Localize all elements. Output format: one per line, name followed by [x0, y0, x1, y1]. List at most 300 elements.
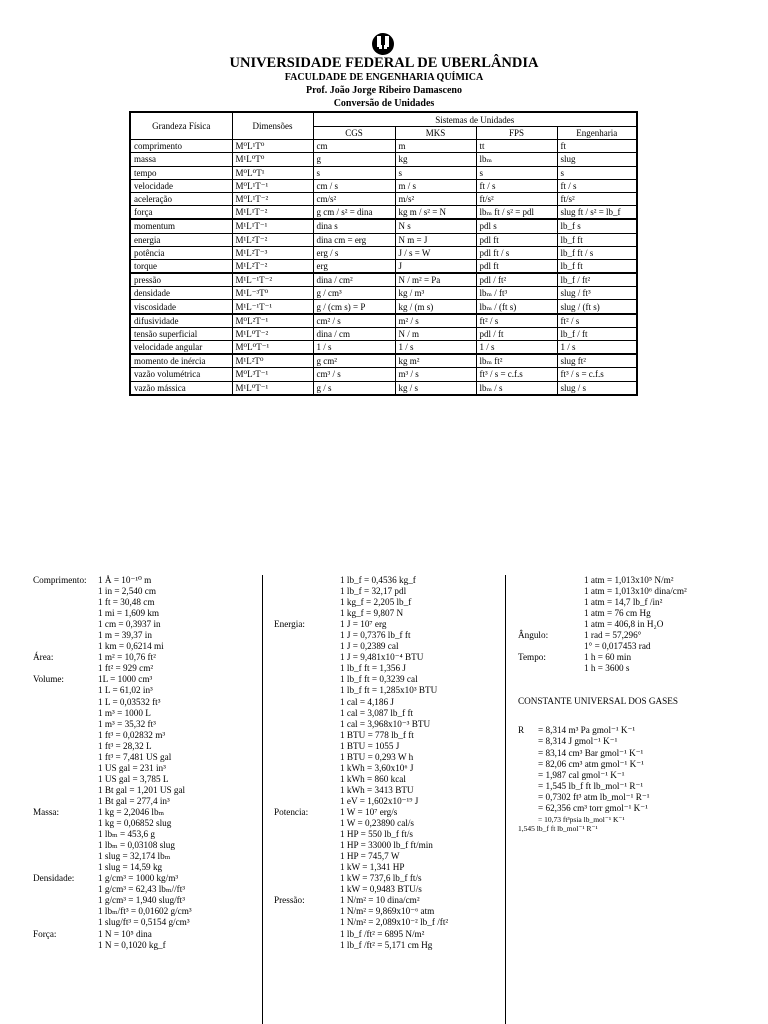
table-cell-mks: kg m / s² = N [395, 206, 476, 220]
conversion-equation: 1 m³ = 35,32 ft³ [98, 718, 156, 729]
conversion-equation: 1 kg_f = 9,807 N [340, 608, 404, 619]
conversion-equation: 1 kg = 2,2046 lbₘ [98, 806, 165, 817]
conversion-equation: 1 km = 0,6214 mi [98, 641, 164, 652]
conversion-line [274, 818, 499, 829]
table-cell-mks: m³ / s [395, 368, 476, 381]
gas-constant-value: 1,545 lb_f ft lb_mol⁻¹ R⁻¹ [518, 823, 598, 833]
conversion-equation: 1 US gal = 231 in³ [98, 762, 166, 773]
table-cell-cgs: g / cm³ [313, 287, 395, 300]
conversion-equation: 1 HP = 745,7 W [340, 851, 400, 862]
category-label: Potencia: [274, 806, 309, 817]
table-cell-mks: m / s [395, 179, 476, 192]
table-cell-mks: kg / (m s) [395, 300, 476, 314]
table-cell-eng: slug / (ft s) [557, 300, 637, 314]
table-cell-eng: lb_f / ft [557, 327, 637, 340]
table-cell-mks: N m = J [395, 233, 476, 246]
conversion-equation: 1 h = 3600 s [584, 663, 630, 674]
table-cell-fps: lbₘ / s [476, 381, 557, 395]
conversion-equation: 1 m³ = 1000 L [98, 707, 151, 718]
conversion-equation: 1 J = 0,2389 cal [340, 641, 399, 652]
conversion-equation: 1 HP = 33000 lb_f ft/min [340, 840, 433, 851]
table-cell-q: energia [130, 233, 232, 246]
conversion-equation: 1 lb_f = 0,4536 kg_f [340, 575, 416, 585]
conversion-line [518, 652, 748, 663]
table-cell-fps: lbₘ [476, 153, 557, 166]
conversion-line [518, 641, 748, 652]
conversion-line [274, 862, 499, 873]
table-cell-mks: kg / m³ [395, 287, 476, 300]
table-cell-mks: s [395, 166, 476, 179]
table-cell-d: M⁰L²T⁻¹ [232, 314, 313, 328]
table-cell-mks: m/s² [395, 192, 476, 205]
conversion-equation: 1 ft³ = 28,32 L [98, 740, 152, 751]
conversion-line [33, 619, 258, 630]
conversion-line [274, 940, 499, 951]
category-label: Volume: [33, 674, 64, 685]
conversions-column-2 [274, 575, 499, 951]
conversion-line [274, 851, 499, 862]
table-cell-q: torque [130, 259, 232, 273]
conversion-equation: 1 slug = 14,59 kg [98, 862, 163, 873]
gas-constant-value: = 10,73 ft³psia lb_mol⁻¹ K⁻¹ [538, 814, 625, 824]
table-cell-eng: lb_f ft [557, 233, 637, 246]
header-fps: FPS [476, 127, 557, 140]
header-dimensoes: Dimensões [232, 112, 313, 140]
conversion-line [33, 719, 258, 730]
conversion-equation: 1 lb_f /ft² = 5,171 cm Hg [340, 939, 433, 950]
table-cell-fps: lbₘ / ft³ [476, 287, 557, 300]
conversion-line [274, 796, 499, 807]
conversion-equation: 1 N = 0,1020 kg_f [98, 939, 166, 950]
conversion-line [274, 697, 499, 708]
table-cell-q: difusividade [130, 314, 232, 328]
table-cell-fps: ft² / s [476, 314, 557, 328]
table-cell-mks: J [395, 259, 476, 273]
conversion-equation: 1 kWh = 3,60x10⁶ J [340, 762, 414, 773]
table-cell-cgs: erg / s [313, 246, 395, 259]
table-cell-q: massa [130, 153, 232, 166]
table-cell-q: vazão volumétrica [130, 368, 232, 381]
table-cell-fps: pdl ft [476, 233, 557, 246]
category-label: Força: [33, 928, 57, 939]
table-cell-eng: slug / s [557, 381, 637, 395]
table-cell-cgs: cm / s [313, 179, 395, 192]
conversion-line [274, 917, 499, 928]
conversion-equation: 1 ft³ = 0,02832 m³ [98, 729, 166, 740]
table-cell-d: M⁰L¹T⁻¹ [232, 179, 313, 192]
table-cell-eng: ft² / s [557, 314, 637, 328]
table-cell-d: M¹L⁰T⁻² [232, 327, 313, 340]
table-row [130, 368, 637, 381]
conversion-line [518, 608, 748, 619]
conversion-equation: 1 in = 2,540 cm [98, 586, 157, 597]
conversion-line [274, 608, 499, 619]
table-cell-fps: s [476, 166, 557, 179]
table-cell-cgs: g cm / s² = dina [313, 206, 395, 220]
header-sistemas: Sistemas de Unidades [313, 112, 637, 127]
conversion-line [33, 763, 258, 774]
conversion-line [274, 674, 499, 685]
conversion-equation: 1 h = 60 min [584, 652, 632, 663]
table-cell-cgs: dina s [313, 219, 395, 233]
table-cell-d: M⁰L¹T⁰ [232, 140, 313, 153]
conversion-line [33, 807, 258, 818]
conversion-equation: 1 atm = 76 cm Hg [584, 608, 651, 619]
table-cell-q: velocidade angular [130, 341, 232, 355]
conversion-line [274, 741, 499, 752]
conversion-equation: 1 cal = 3,087 lb_f ft [340, 707, 414, 718]
column-divider [262, 575, 263, 1024]
table-cell-q: viscosidade [130, 300, 232, 314]
conversion-equation: 1 N/m² = 9,869x10⁻⁶ atm [340, 906, 435, 917]
table-row [130, 327, 637, 340]
conversion-equation: 1L = 1000 cm³ [98, 674, 153, 685]
table-cell-eng: lb_f ft [557, 259, 637, 273]
table-cell-q: densidade [130, 287, 232, 300]
conversion-line [274, 597, 499, 608]
conversion-line [274, 752, 499, 763]
table-row [130, 140, 637, 153]
table-cell-fps: pdl ft / s [476, 246, 557, 259]
conversion-equation: 1 L = 0,03532 ft³ [98, 696, 161, 707]
gas-constant-value: = 8,314 m³ Pa gmol⁻¹ K⁻¹ [538, 725, 636, 736]
conversion-equation: 1 atm = 14,7 lb_f /in² [584, 597, 663, 608]
table-cell-fps: pdl / ft² [476, 273, 557, 287]
gas-constant-line [518, 792, 748, 803]
conversion-line [274, 774, 499, 785]
table-cell-fps: pdl / ft [476, 327, 557, 340]
conversion-line [33, 708, 258, 719]
conversion-line [33, 785, 258, 796]
gas-constant-line [518, 803, 748, 814]
table-cell-eng: slug ft² [557, 354, 637, 368]
category-label: Tempo: [518, 652, 546, 663]
conversion-equation: 1 BTU = 778 lb_f ft [340, 729, 414, 740]
conversion-equation: 1 Bt gal = 277,4 in³ [98, 795, 170, 806]
category-label: Ângulo: [518, 630, 549, 641]
table-row [130, 192, 637, 205]
conversion-line [274, 873, 499, 884]
conversion-equation: 1 ft² = 929 cm² [98, 663, 154, 674]
gas-constant-value: = 62,356 cm³ torr gmol⁻¹ K⁻¹ [538, 802, 648, 813]
table-cell-mks: J / s = W [395, 246, 476, 259]
conversion-equation: 1 atm = 1,013x10⁵ N/m² [584, 575, 674, 585]
table-cell-q: tempo [130, 166, 232, 179]
table-cell-cgs: cm [313, 140, 395, 153]
category-label: Massa: [33, 806, 60, 817]
conversion-line [33, 608, 258, 619]
conversion-equation: 1 rad = 57,296° [584, 630, 642, 641]
conversion-line [33, 674, 258, 685]
conversion-equation: 1 kWh = 3413 BTU [340, 784, 414, 795]
table-cell-q: pressão [130, 273, 232, 287]
conversion-line [518, 663, 748, 674]
conversion-equation: 1 kW = 0,9483 BTU/s [340, 884, 422, 895]
gas-constant-value: = 83,14 cm³ Bar gmol⁻¹ K⁻¹ [538, 747, 644, 758]
professor-name: Prof. João Jorge Ribeiro Damasceno [306, 85, 462, 96]
conversion-line [274, 763, 499, 774]
table-cell-eng: slug / ft³ [557, 287, 637, 300]
table-cell-cgs: g / (cm s) = P [313, 300, 395, 314]
table-cell-mks: kg m² [395, 354, 476, 368]
table-cell-d: M¹L²T⁻² [232, 259, 313, 273]
table-cell-fps: ft / s [476, 179, 557, 192]
conversion-equation: 1 W = 0,23890 cal/s [340, 818, 414, 829]
table-cell-mks: kg / s [395, 381, 476, 395]
conversion-line [274, 840, 499, 851]
table-cell-cgs: g / s [313, 381, 395, 395]
conversion-line [33, 840, 258, 851]
table-cell-d: M¹L²T⁻³ [232, 246, 313, 259]
table-cell-eng: 1 / s [557, 341, 637, 355]
table-cell-q: velocidade [130, 179, 232, 192]
table-cell-cgs: erg [313, 259, 395, 273]
conversion-equation: 1 slug/ft³ = 0,5154 g/cm³ [98, 917, 190, 928]
table-cell-eng: lb_f ft / s [557, 246, 637, 259]
conversion-line [274, 619, 499, 630]
conversion-line [33, 663, 258, 674]
conversion-line [33, 796, 258, 807]
table-cell-fps: lbₘ / (ft s) [476, 300, 557, 314]
conversion-line [33, 685, 258, 696]
table-cell-d: M¹L⁰T⁻¹ [232, 381, 313, 395]
conversion-equation: 1 lbₘ/ft³ = 0,01602 g/cm³ [98, 906, 192, 917]
gas-constant-line [518, 748, 748, 759]
table-cell-mks: m² / s [395, 314, 476, 328]
conversion-line [274, 708, 499, 719]
table-row [130, 287, 637, 300]
conversions-column-3 [518, 575, 748, 832]
gas-constant-line [518, 770, 748, 781]
conversion-line [518, 575, 748, 586]
conversion-line [274, 785, 499, 796]
table-cell-q: momentum [130, 219, 232, 233]
conversion-line [33, 862, 258, 873]
category-label: Pressão: [274, 895, 305, 906]
conversion-line [33, 730, 258, 741]
conversion-equation: 1 kg = 0,06852 slug [98, 818, 172, 829]
conversion-line [274, 829, 499, 840]
conversion-line [33, 851, 258, 862]
gas-constant-line [518, 823, 748, 832]
conversion-line [274, 807, 499, 818]
conversion-line [274, 929, 499, 940]
conversion-line [274, 895, 499, 906]
table-row [130, 341, 637, 355]
conversion-line [274, 884, 499, 895]
table-cell-fps: ft³ / s = c.f.s [476, 368, 557, 381]
table-cell-d: M⁰L³T⁻¹ [232, 368, 313, 381]
document-subject: Conversão de Unidades [333, 98, 435, 109]
table-cell-d: M⁰L⁰T¹ [232, 166, 313, 179]
conversion-line [274, 641, 499, 652]
table-cell-fps: lbₘ ft / s² = pdl [476, 206, 557, 220]
table-cell-d: M¹L⁻¹T⁻¹ [232, 300, 313, 314]
conversion-equation: 1 lbₘ = 453,6 g [98, 829, 156, 840]
table-row [130, 166, 637, 179]
conversion-equation: 1 lb_f ft = 1,285x10³ BTU [340, 685, 438, 696]
conversion-equation: 1 slug = 32,174 lbₘ [98, 851, 171, 862]
table-cell-d: M¹L⁻³T⁰ [232, 287, 313, 300]
conversion-equation: 1 lb_f = 32,17 pdl [340, 586, 407, 597]
conversion-line [33, 917, 258, 928]
table-cell-mks: N s [395, 219, 476, 233]
conversion-equation: 1 N = 10⁵ dina [98, 928, 152, 939]
table-cell-fps: pdl ft [476, 259, 557, 273]
table-cell-cgs: dina cm = erg [313, 233, 395, 246]
conversion-line [274, 719, 499, 730]
table-cell-eng: slug ft / s² = lb_f [557, 206, 637, 220]
conversion-equation: 1 kW = 737,6 lb_f ft/s [340, 873, 422, 884]
table-row [130, 314, 637, 328]
conversion-equation: 1 US gal = 3,785 L [98, 773, 169, 784]
gas-constant-value: = 82,06 cm³ atm gmol⁻¹ K⁻¹ [538, 758, 644, 769]
conversion-line [33, 741, 258, 752]
conversion-equation: 1 HP = 550 lb_f ft/s [340, 829, 413, 840]
conversion-equation: 1 lb_f ft = 1,356 J [340, 663, 406, 674]
table-row [130, 273, 637, 287]
header-mks: MKS [395, 127, 476, 140]
table-cell-cgs: 1 / s [313, 341, 395, 355]
table-row [130, 179, 637, 192]
table-cell-q: tensão superficial [130, 327, 232, 340]
conversion-line [274, 630, 499, 641]
conversion-equation: 1 g/cm³ = 62,43 lbₘ//ft³ [98, 884, 186, 895]
gas-constant-line [518, 725, 748, 736]
table-cell-fps: 1 / s [476, 341, 557, 355]
conversion-equation: 1 L = 61,02 in³ [98, 685, 153, 696]
conversion-line [33, 818, 258, 829]
gas-constant-line [518, 759, 748, 770]
conversion-line [33, 940, 258, 951]
gas-constant-title: CONSTANTE UNIVERSAL DOS GASES [518, 696, 678, 707]
table-row [130, 381, 637, 395]
table-cell-fps: ft/s² [476, 192, 557, 205]
header-cgs: CGS [313, 127, 395, 140]
conversion-line [33, 929, 258, 940]
table-cell-cgs: dina / cm² [313, 273, 395, 287]
conversion-line [274, 685, 499, 696]
table-row [130, 206, 637, 220]
conversion-equation: 1 BTU = 0,293 W h [340, 751, 414, 762]
header-grandeza: Grandeza Física [130, 112, 232, 140]
conversion-line [274, 906, 499, 917]
table-cell-fps: pdl s [476, 219, 557, 233]
table-cell-cgs: s [313, 166, 395, 179]
conversion-line [518, 586, 748, 597]
conversion-equation: 1 lb_f /ft² = 6895 N/m² [340, 928, 425, 939]
conversions-column-1 [33, 575, 258, 951]
university-title: UNIVERSIDADE FEDERAL DE UBERLÂNDIA [229, 55, 539, 71]
table-cell-mks: m [395, 140, 476, 153]
table-cell-q: potência [130, 246, 232, 259]
table-cell-d: M¹L⁻¹T⁻² [232, 273, 313, 287]
gas-constant-line [518, 814, 748, 823]
conversion-equation: 1 J = 9,481x10⁻⁴ BTU [340, 652, 424, 663]
conversion-equation: 1 N/m² = 2,089x10⁻² lb_f /ft² [340, 917, 449, 928]
table-cell-mks: N / m [395, 327, 476, 340]
conversion-equation: 1 Å = 10⁻¹⁰ m [98, 575, 152, 585]
table-cell-d: M⁰L⁰T⁻¹ [232, 341, 313, 355]
table-row [130, 259, 637, 273]
conversion-line [33, 752, 258, 763]
table-cell-d: M¹L¹T⁻¹ [232, 219, 313, 233]
conversion-line [33, 586, 258, 597]
university-logo-icon [370, 32, 396, 56]
conversion-equation: 1 atm = 406,8 in H₂O [584, 619, 664, 630]
conversion-line [33, 895, 258, 906]
header-engenharia: Engenharia [557, 127, 637, 140]
table-cell-cgs: cm³ / s [313, 368, 395, 381]
conversion-line [33, 630, 258, 641]
faculty-title: FACULDADE DE ENGENHARIA QUÍMICA [284, 72, 484, 83]
conversion-equation: 1 lb_f ft = 0,3239 cal [340, 674, 418, 685]
conversion-line [518, 630, 748, 641]
table-cell-cgs: cm/s² [313, 192, 395, 205]
table-cell-d: M¹L¹T⁻² [232, 206, 313, 220]
conversion-line [33, 597, 258, 608]
table-cell-eng: ft³ / s = c.f.s [557, 368, 637, 381]
gas-constant-value: = 1,987 cal gmol⁻¹ K⁻¹ [538, 769, 625, 780]
conversion-equation: 1 g/cm³ = 1,940 slug/ft³ [98, 895, 185, 906]
table-cell-d: M⁰L¹T⁻² [232, 192, 313, 205]
conversion-equation: 1 m = 39,37 in [98, 630, 152, 641]
table-cell-eng: ft/s² [557, 192, 637, 205]
table-cell-mks: 1 / s [395, 341, 476, 355]
column-divider [505, 575, 506, 1024]
table-cell-fps: lbₘ ft² [476, 354, 557, 368]
table-cell-eng: slug [557, 153, 637, 166]
units-table [129, 111, 638, 396]
conversion-equation: 1 ft = 30,48 cm [98, 597, 155, 608]
table-row [130, 153, 637, 166]
category-label: Densidade: [33, 873, 75, 884]
table-row [130, 300, 637, 314]
conversion-equation: 1 cm = 0,3937 in [98, 619, 161, 630]
conversion-equation: 1 atm = 1,013x10⁶ dina/cm² [584, 586, 687, 597]
gas-constant-line [518, 736, 748, 747]
gas-constant-line [518, 781, 748, 792]
conversion-equation: 1 cal = 4,186 J [340, 696, 394, 707]
conversion-equation: 1 J = 10⁷ erg [340, 619, 387, 630]
category-label: Área: [33, 652, 54, 663]
conversion-equation: 1° = 0,017453 rad [584, 641, 651, 652]
conversion-equation: 1 g/cm³ = 1000 kg/m³ [98, 873, 179, 884]
table-cell-eng: lb_f / ft² [557, 273, 637, 287]
conversion-line [33, 641, 258, 652]
conversion-equation: 1 lbₘ = 0,03108 slug [98, 840, 175, 851]
conversion-line [274, 586, 499, 597]
table-cell-eng: s [557, 166, 637, 179]
table-cell-fps: tt [476, 140, 557, 153]
conversion-equation: 1 N/m² = 10 dina/cm² [340, 895, 420, 906]
table-cell-mks: kg [395, 153, 476, 166]
conversion-line [274, 652, 499, 663]
table-cell-q: comprimento [130, 140, 232, 153]
gas-constant-symbol: R [518, 725, 525, 736]
conversion-line [33, 906, 258, 917]
conversion-line [33, 829, 258, 840]
table-row [130, 233, 637, 246]
conversion-equation: 1 BTU = 1055 J [340, 740, 400, 751]
conversion-line [518, 619, 748, 630]
conversion-line [33, 697, 258, 708]
table-cell-d: M¹L²T⁰ [232, 354, 313, 368]
table-row [130, 354, 637, 368]
conversion-line [518, 597, 748, 608]
table-row [130, 246, 637, 259]
conversion-equation: 1 ft³ = 7,481 US gal [98, 751, 172, 762]
